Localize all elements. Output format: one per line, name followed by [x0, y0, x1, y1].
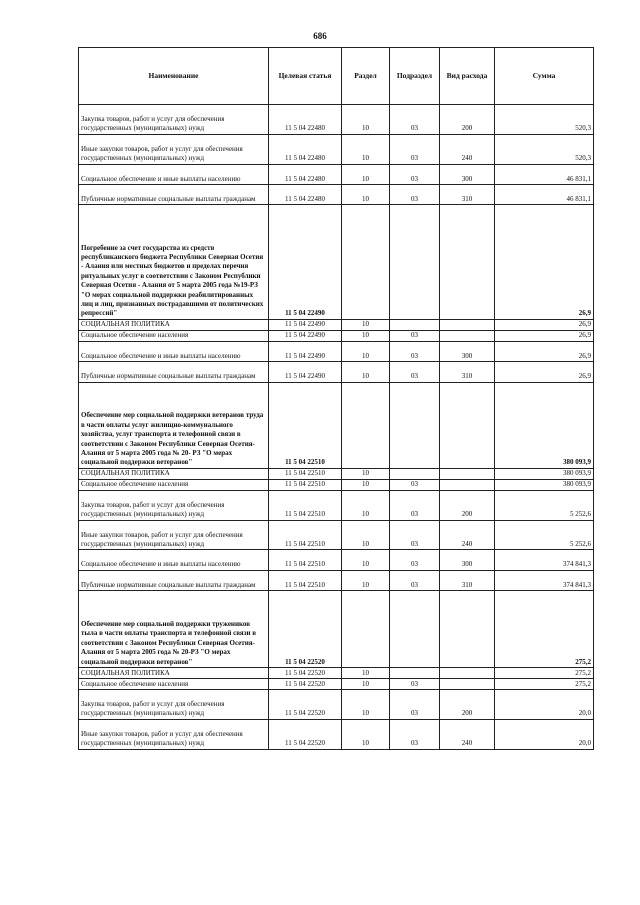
row-subsection-cell: 03: [390, 490, 440, 520]
row-name-cell: Закупка товаров, работ и услуг для обеспечения государственных (муниципальных) нужд: [79, 490, 269, 520]
row-expense-type-cell: [440, 468, 495, 479]
row-subsection-cell: 03: [390, 570, 440, 590]
row-name-cell: Погребение за счет государства из средств республиканского бюджета Республики Северная Осетия - Алания или местных бюджетов и пределах перечня ритуальных услуг в соответствии с Законом Республики Северная Осетия - Алания от 5 марта 2005 года №19-РЗ "О мерах социальной поддержки реабилитированных лиц и лиц, признанных пострадавшими от политических репрессий": [79, 205, 269, 319]
row-subsection-cell: 03: [390, 719, 440, 749]
row-section-cell: 10: [342, 520, 390, 550]
table-row: [79, 341, 594, 361]
row-name-cell: Социальное обеспечение населения: [79, 330, 269, 341]
budget-table: [78, 47, 594, 750]
header-row: [79, 48, 594, 105]
row-target-cell: 11 5 04 22510: [269, 490, 342, 520]
row-name-cell: Социальное обеспечение и иные выплаты населению: [79, 164, 269, 184]
row-subsection-cell: [390, 382, 440, 468]
row-amount-cell: 46 831,1: [495, 184, 594, 204]
row-target-cell: 11 5 04 22490: [269, 205, 342, 319]
row-target-cell: 11 5 04 22490: [269, 362, 342, 382]
row-section-cell: 10: [342, 341, 390, 361]
row-expense-type-cell: 200: [440, 105, 495, 135]
table-row: [79, 550, 594, 570]
table-row: [79, 468, 594, 479]
row-expense-type-cell: [440, 319, 495, 330]
table-row: [79, 479, 594, 490]
row-name-cell: Иные закупки товаров, работ и услуг для обеспечения государственных (муниципальных) нужд: [79, 134, 269, 164]
row-amount-cell: 380 093,9: [495, 479, 594, 490]
row-target-cell: 11 5 04 22520: [269, 591, 342, 668]
row-section-cell: 10: [342, 362, 390, 382]
row-name-cell: Социальное обеспечение населения: [79, 479, 269, 490]
table-row: [79, 382, 594, 468]
row-target-cell: 11 5 04 22510: [269, 520, 342, 550]
row-expense-type-cell: [440, 330, 495, 341]
row-target-cell: 11 5 04 22510: [269, 468, 342, 479]
row-target-cell: 11 5 04 22510: [269, 570, 342, 590]
row-section-cell: 10: [342, 490, 390, 520]
row-target-cell: 11 5 04 22510: [269, 479, 342, 490]
row-amount-cell: 380 093,9: [495, 468, 594, 479]
row-subsection-cell: 03: [390, 341, 440, 361]
row-expense-type-cell: 310: [440, 570, 495, 590]
row-amount-cell: 520,3: [495, 134, 594, 164]
header-subsection: Подраздел: [390, 48, 440, 105]
row-target-cell: 11 5 04 22480: [269, 164, 342, 184]
row-subsection-cell: 03: [390, 362, 440, 382]
row-name-cell: Закупка товаров, работ и услуг для обеспечения государственных (муниципальных) нужд: [79, 105, 269, 135]
table-row: [79, 678, 594, 689]
header-amount: Сумма: [495, 48, 594, 105]
table-row: [79, 105, 594, 135]
table-row: [79, 689, 594, 719]
row-expense-type-cell: [440, 678, 495, 689]
row-section-cell: 10: [342, 667, 390, 678]
row-expense-type-cell: [440, 382, 495, 468]
row-amount-cell: 26,9: [495, 205, 594, 319]
row-expense-type-cell: 240: [440, 719, 495, 749]
row-subsection-cell: 03: [390, 184, 440, 204]
row-subsection-cell: 03: [390, 550, 440, 570]
row-amount-cell: 26,9: [495, 362, 594, 382]
row-subsection-cell: [390, 591, 440, 668]
row-amount-cell: 275,2: [495, 678, 594, 689]
row-target-cell: 11 5 04 22510: [269, 382, 342, 468]
row-expense-type-cell: [440, 667, 495, 678]
row-subsection-cell: 03: [390, 678, 440, 689]
row-expense-type-cell: 200: [440, 490, 495, 520]
row-subsection-cell: 03: [390, 164, 440, 184]
table-row: [79, 520, 594, 550]
row-expense-type-cell: 310: [440, 184, 495, 204]
row-amount-cell: 5 252,6: [495, 520, 594, 550]
row-amount-cell: 26,9: [495, 319, 594, 330]
row-target-cell: 11 5 04 22480: [269, 134, 342, 164]
table-row: [79, 490, 594, 520]
row-name-cell: Публичные нормативные социальные выплаты гражданам: [79, 570, 269, 590]
table-row: [79, 667, 594, 678]
row-amount-cell: 275,2: [495, 591, 594, 668]
table-header: [79, 48, 594, 105]
row-target-cell: 11 5 04 22490: [269, 341, 342, 361]
row-amount-cell: 380 093,9: [495, 382, 594, 468]
table-row: [79, 164, 594, 184]
row-expense-type-cell: [440, 591, 495, 668]
row-name-cell: СОЦИАЛЬНАЯ ПОЛИТИКА: [79, 468, 269, 479]
row-subsection-cell: 03: [390, 520, 440, 550]
row-section-cell: [342, 591, 390, 668]
row-target-cell: 11 5 04 22520: [269, 678, 342, 689]
row-amount-cell: 46 831,1: [495, 164, 594, 184]
row-section-cell: 10: [342, 184, 390, 204]
row-amount-cell: 26,9: [495, 341, 594, 361]
table-body: [79, 105, 594, 750]
row-name-cell: Иные закупки товаров, работ и услуг для обеспечения государственных (муниципальных) нужд: [79, 520, 269, 550]
row-expense-type-cell: 240: [440, 520, 495, 550]
row-section-cell: 10: [342, 479, 390, 490]
table-row: [79, 134, 594, 164]
row-name-cell: СОЦИАЛЬНАЯ ПОЛИТИКА: [79, 319, 269, 330]
row-target-cell: 11 5 04 22520: [269, 667, 342, 678]
row-amount-cell: 20,0: [495, 689, 594, 719]
row-name-cell: Социальное обеспечение и иные выплаты населению: [79, 341, 269, 361]
table-row: [79, 205, 594, 319]
row-amount-cell: 374 841,3: [495, 550, 594, 570]
row-expense-type-cell: 300: [440, 550, 495, 570]
row-subsection-cell: [390, 667, 440, 678]
header-target: Целевая статья: [269, 48, 342, 105]
row-name-cell: Социальное обеспечение и иные выплаты населению: [79, 550, 269, 570]
row-section-cell: [342, 205, 390, 319]
row-section-cell: 10: [342, 550, 390, 570]
row-subsection-cell: [390, 468, 440, 479]
row-expense-type-cell: [440, 479, 495, 490]
row-section-cell: 10: [342, 105, 390, 135]
row-expense-type-cell: 300: [440, 341, 495, 361]
row-section-cell: 10: [342, 164, 390, 184]
row-target-cell: 11 5 04 22520: [269, 689, 342, 719]
row-section-cell: [342, 382, 390, 468]
table-row: [79, 330, 594, 341]
table-row: [79, 184, 594, 204]
row-expense-type-cell: 310: [440, 362, 495, 382]
row-amount-cell: 520,3: [495, 105, 594, 135]
row-name-cell: Закупка товаров, работ и услуг для обеспечения государственных (муниципальных) нужд: [79, 689, 269, 719]
row-subsection-cell: [390, 319, 440, 330]
row-amount-cell: 374 841,3: [495, 570, 594, 590]
row-amount-cell: 275,2: [495, 667, 594, 678]
row-name-cell: Публичные нормативные социальные выплаты гражданам: [79, 362, 269, 382]
row-expense-type-cell: 240: [440, 134, 495, 164]
row-section-cell: 10: [342, 134, 390, 164]
row-subsection-cell: 03: [390, 479, 440, 490]
row-section-cell: 10: [342, 678, 390, 689]
row-section-cell: 10: [342, 570, 390, 590]
row-expense-type-cell: 200: [440, 689, 495, 719]
header-name: Наименование: [79, 48, 269, 105]
row-target-cell: 11 5 04 22510: [269, 550, 342, 570]
row-section-cell: 10: [342, 319, 390, 330]
row-name-cell: Обеспечение мер социальной поддержки ветеранов труда в части оплаты услуг жилищно-коммунального хозяйства, услуг транспорта и телефонной связи в соответствии с Законом Республики Северная Осетия-Алания от 5 марта 2005 года № 20- РЗ "О мерах социальной поддержки ветеранов": [79, 382, 269, 468]
header-section: Раздел: [342, 48, 390, 105]
row-expense-type-cell: 300: [440, 164, 495, 184]
table-row: [79, 591, 594, 668]
row-name-cell: Иные закупки товаров, работ и услуг для обеспечения государственных (муниципальных) нужд: [79, 719, 269, 749]
row-name-cell: СОЦИАЛЬНАЯ ПОЛИТИКА: [79, 667, 269, 678]
row-name-cell: Социальное обеспечение населения: [79, 678, 269, 689]
page-number: 686: [313, 31, 327, 41]
table-row: [79, 719, 594, 749]
row-section-cell: 10: [342, 468, 390, 479]
row-subsection-cell: [390, 205, 440, 319]
row-subsection-cell: 03: [390, 689, 440, 719]
row-target-cell: 11 5 04 22480: [269, 105, 342, 135]
table-row: [79, 362, 594, 382]
row-subsection-cell: 03: [390, 330, 440, 341]
row-target-cell: 11 5 04 22520: [269, 719, 342, 749]
row-subsection-cell: 03: [390, 105, 440, 135]
header-expense-type: Вид расхода: [440, 48, 495, 105]
row-section-cell: 10: [342, 689, 390, 719]
row-name-cell: Обеспечение мер социальной поддержки тружеников тыла в части оплаты транспорта и телефонной связи в соответствии с Законом Республики Северная Осетия-Алания от 5 марта 2005 года № 20-РЗ "О мерах социальной поддержки ветеранов": [79, 591, 269, 668]
row-target-cell: 11 5 04 22480: [269, 184, 342, 204]
table-row: [79, 319, 594, 330]
row-target-cell: 11 5 04 22490: [269, 330, 342, 341]
row-name-cell: Публичные нормативные социальные выплаты гражданам: [79, 184, 269, 204]
row-target-cell: 11 5 04 22490: [269, 319, 342, 330]
row-amount-cell: 5 252,6: [495, 490, 594, 520]
row-section-cell: 10: [342, 719, 390, 749]
row-expense-type-cell: [440, 205, 495, 319]
table-row: [79, 570, 594, 590]
row-subsection-cell: 03: [390, 134, 440, 164]
row-amount-cell: 26,9: [495, 330, 594, 341]
row-amount-cell: 20,0: [495, 719, 594, 749]
row-section-cell: 10: [342, 330, 390, 341]
